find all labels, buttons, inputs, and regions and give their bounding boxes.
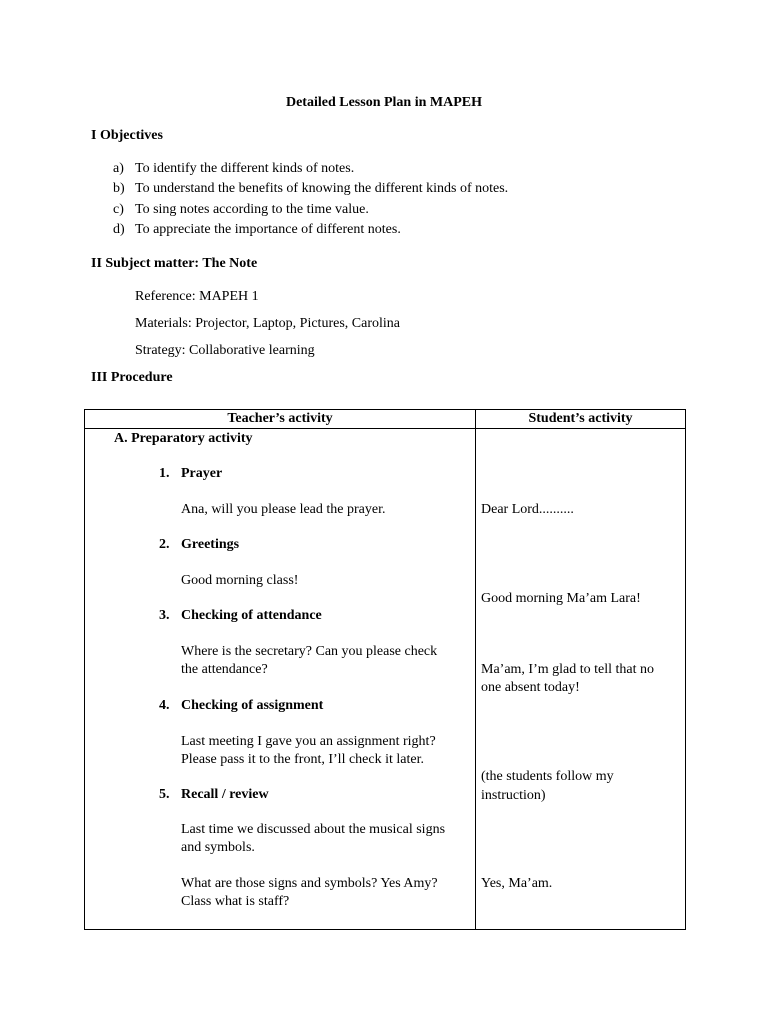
student-line: Yes, Ma’am. [481, 876, 553, 891]
objective-item [113, 181, 508, 197]
student-line: (the students follow my [481, 769, 614, 784]
teacher-line: Good morning class! [181, 573, 299, 588]
teacher-line: Ana, will you please lead the prayer. [181, 502, 386, 517]
materials-line: Materials: Projector, Laptop, Pictures, Carolina [135, 316, 400, 331]
teacher-line: the attendance? [181, 662, 268, 677]
step-title [159, 697, 323, 715]
student-line: one absent today! [481, 680, 580, 695]
objectives-heading: I Objectives [91, 128, 163, 143]
teacher-line: Class what is staff? [181, 894, 290, 909]
teacher-line: Last meeting I gave you an assignment right? [181, 734, 436, 749]
objective-item [113, 161, 354, 177]
subject-matter-heading: II Subject matter: The Note [91, 256, 258, 271]
objective-text: To sing notes according to the time value. [135, 202, 369, 217]
teacher-line: Please pass it to the front, I’ll check it later. [181, 752, 424, 767]
step-number: 1. [159, 466, 170, 481]
procedure-table [84, 409, 686, 930]
step-title [159, 786, 269, 804]
step-number: 3. [159, 608, 170, 623]
student-line: Good morning Ma’am Lara! [481, 591, 641, 606]
objective-text: To understand the benefits of knowing the different kinds of notes. [135, 181, 509, 196]
teacher-column-header: Teacher’s activity [227, 411, 333, 426]
step-title-text: Checking of attendance [181, 608, 322, 623]
step-title [159, 536, 239, 554]
step-title-text: Greetings [181, 537, 240, 552]
step-title-text: Recall / review [181, 787, 269, 802]
student-line: Dear Lord.......... [481, 502, 574, 517]
teacher-line: Where is the secretary? Can you please check [181, 644, 438, 659]
reference-line: Reference: MAPEH 1 [135, 289, 259, 304]
header-divider [85, 428, 685, 429]
teacher-line: and symbols. [181, 840, 255, 855]
objective-label: b) [113, 181, 125, 196]
objective-label: d) [113, 222, 125, 237]
objective-text: To appreciate the importance of different notes. [135, 222, 401, 237]
section-a-heading: A. Preparatory activity [114, 431, 253, 446]
objective-item [113, 202, 369, 218]
objective-label: a) [113, 161, 124, 176]
teacher-line: Last time we discussed about the musical signs [181, 822, 446, 837]
step-title-text: Checking of assignment [181, 698, 324, 713]
objective-label: c) [113, 202, 124, 217]
objective-item [113, 222, 401, 238]
procedure-heading: III Procedure [91, 370, 173, 385]
teacher-line: What are those signs and symbols? Yes Amy? [181, 876, 438, 891]
column-divider [475, 410, 476, 929]
step-title [159, 465, 222, 483]
step-number: 4. [159, 698, 170, 713]
student-line: instruction) [481, 788, 546, 803]
student-line: Ma’am, I’m glad to tell that no [481, 662, 655, 677]
objective-text: To identify the different kinds of notes. [135, 161, 355, 176]
step-title-text: Prayer [181, 466, 223, 481]
student-column-header: Student’s activity [528, 411, 633, 426]
step-number: 2. [159, 537, 170, 552]
strategy-line: Strategy: Collaborative learning [135, 343, 315, 358]
step-number: 5. [159, 787, 170, 802]
document-title: Detailed Lesson Plan in MAPEH [285, 95, 482, 110]
step-title [159, 607, 322, 625]
